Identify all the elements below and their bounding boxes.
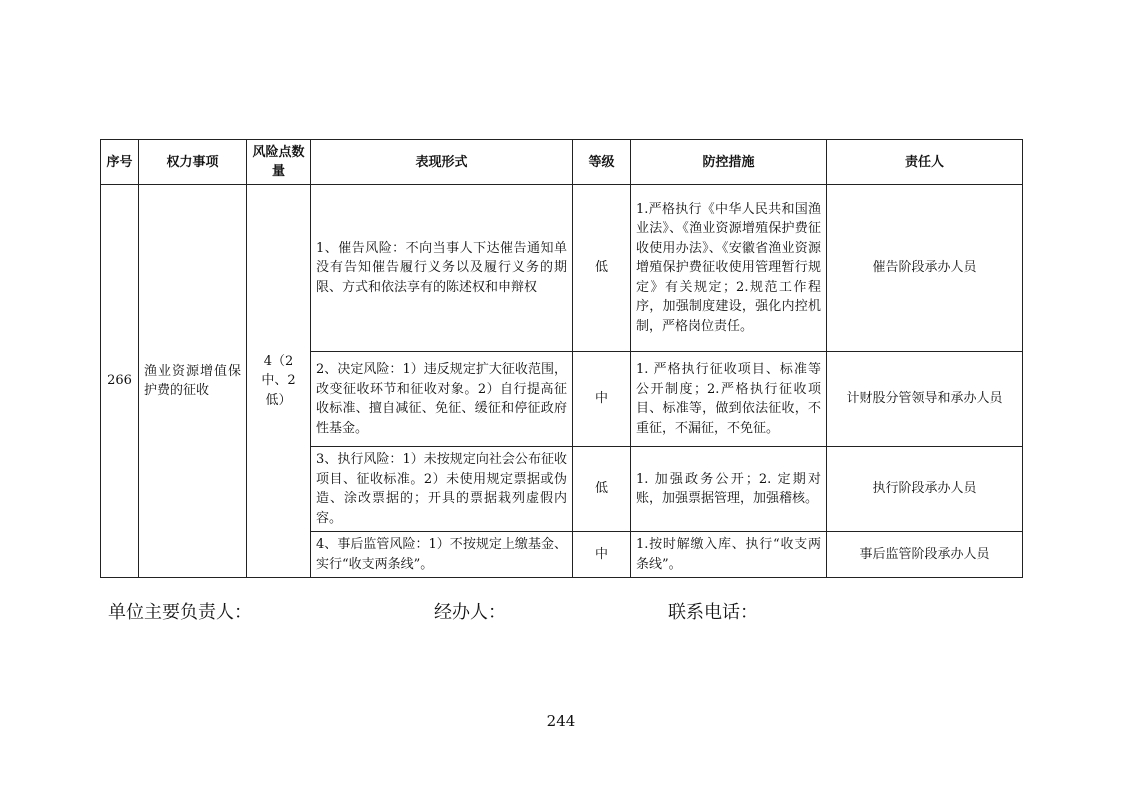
level-cell: 低: [573, 447, 631, 532]
risk-count-cell: 4（2中、2低）: [247, 185, 311, 578]
measures-cell: 1. 加强政务公开；2. 定期对账，加强票据管理，加强稽核。: [631, 447, 827, 532]
table-row: [101, 185, 1023, 352]
unit-head-signature-label: 单位主要负责人：: [108, 602, 252, 623]
responsible-cell: 事后监管阶段承办人员: [827, 532, 1023, 578]
responsible-cell: 计财股分管领导和承办人员: [827, 352, 1023, 447]
measures-cell: 1.严格执行《中华人民共和国渔业法》、《渔业资源增殖保护费征收使用办法》、《安徽省渔业资源增殖保护费征收使用管理暂行规定》有关规定；2.规范工作程序，加强制度建设，强化内控机制，严格岗位责任。: [631, 185, 827, 352]
header-form: 表现形式: [311, 140, 573, 185]
header-level: 等级: [573, 140, 631, 185]
seq-cell: 266: [101, 185, 139, 578]
measures-cell: 1.按时解缴入库、执行“收支两条线”。: [631, 532, 827, 578]
phone-label: 联系电话：: [668, 602, 758, 623]
header-measures: 防控措施: [631, 140, 827, 185]
header-risk-count: 风险点数量: [247, 140, 311, 185]
header-seq: 序号: [101, 140, 139, 185]
responsible-cell: 执行阶段承办人员: [827, 447, 1023, 532]
level-cell: 中: [573, 352, 631, 447]
form-cell: 1、催告风险：不向当事人下达催告通知单没有告知催告履行义务以及履行义务的期限、方式和依法享有的陈述权和申辩权: [311, 185, 573, 352]
header-responsible: 责任人: [827, 140, 1023, 185]
measures-cell: 1. 严格执行征收项目、标准等公开制度；2.严格执行征收项目、标准等，做到依法征收，不重征，不漏征，不免征。: [631, 352, 827, 447]
form-cell: 4、事后监管风险：1）不按规定上缴基金、实行“收支两条线”。: [311, 532, 573, 578]
power-cell: 渔业资源增值保护费的征收: [139, 185, 247, 578]
responsible-cell: 催告阶段承办人员: [827, 185, 1023, 352]
form-cell: 2、决定风险：1）违反规定扩大征收范围，改变征收环节和征收对象。2）自行提高征收标准、擅自减征、免征、缓征和停征政府性基金。: [311, 352, 573, 447]
header-row: [101, 140, 1023, 185]
page-number: 244: [546, 712, 576, 730]
header-power: 权力事项: [139, 140, 247, 185]
level-cell: 中: [573, 532, 631, 578]
form-cell: 3、执行风险：1）未按规定向社会公布征收项目、征收标准。2）未使用规定票据或伪造、涂改票据的；开具的票据栽列虚假内容。: [311, 447, 573, 532]
handler-signature-label: 经办人：: [434, 602, 506, 623]
level-cell: 低: [573, 185, 631, 352]
risk-table: [100, 139, 1023, 578]
